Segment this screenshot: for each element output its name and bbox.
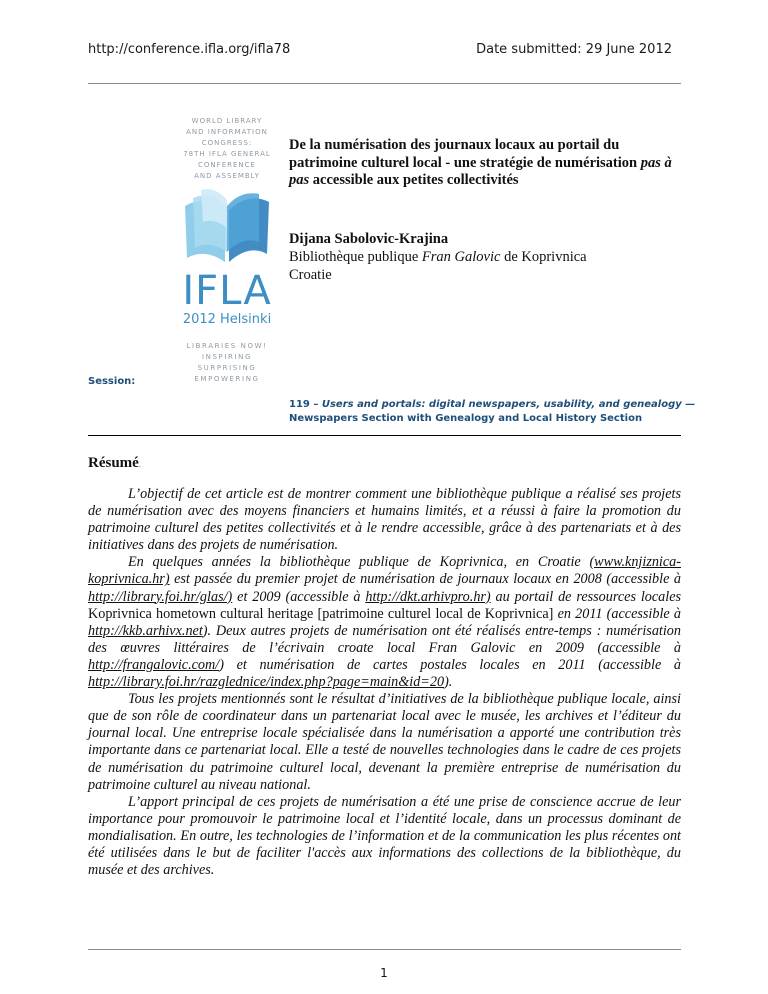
link-glas[interactable]: http://library.foi.hr/glas/) xyxy=(88,588,233,605)
abstract-paragraph-1: L’objectif de cet article est de montrer comment une bibliothèque publique a réalisé ses projets de numérisation avec des moyens financiers et humains limités, et a réussi à faire la promotion du patrimoine culturel des petites collectivités et à le rendre accessible, grâce à des partenariats et à des initiatives dans des projets de numérisation. xyxy=(88,486,681,554)
link-knjiznica[interactable]: (www.knjiznica-koprivnica.hr) xyxy=(88,554,681,588)
link-razglednice[interactable]: http://library.foi.hr/razglednice/index.php?page=main&id=20 xyxy=(88,674,445,691)
logo-tagline: LIBRARIES NOW! INSPIRING SURPRISING EMPOWERING xyxy=(186,342,268,383)
page-number: 1 xyxy=(380,966,388,980)
session-label: Session: xyxy=(88,376,136,387)
header-url: http://conference.ifla.org/ifla78 xyxy=(88,42,291,57)
abstract-paragraph-3: Tous les projets mentionnés sont le résultat d’initiatives de la bibliothèque publique locale, ainsi que de son rôle de coordinateur dans un partenariat local avec le musée, les archives et l’éditeur du journal local. Une entreprise locale spécialisée dans la numérisation a apporté une contribution très importante dans ce partenariat local. Elle a testé de nouvelles technologies dans le cadre de ces projets de numérisation du patrimoine culturel local, devenant la première entreprise de numérisation du patrimoine culturel au niveau national. xyxy=(88,691,681,793)
title-italic: pas à pas xyxy=(289,154,672,188)
logo-year-city: 2012 Helsinki xyxy=(182,312,272,327)
ifla-logo xyxy=(172,116,282,385)
section-divider xyxy=(88,435,681,436)
author-block xyxy=(289,230,689,284)
abstract-paragraph-2: En quelques années la bibliothèque publique de Koprivnica, en Croatie (www.knjiznica-koprivnica.hr) est passée du premier projet de numérisation de journaux locaux en 2008 (accessible à http://library.foi.hr/glas/) et 2009 (accessible à http://dkt.arhivpro.hr) au portail de ressources locales Koprivnica hometown cultural heritage [patrimoine culturel local de Koprivnica] en 2011 (accessible à http://kkb.arhivx.net). Deux autres projets de numérisation ont été réalisés entre-temps : numérisation des œuvres littéraires de l’écrivain croate local Fran Galovic en 2009 (accessible à http://frangalovic.com/) et numérisation de cartes postales locales en 2011 (accessible à http://library.foi.hr/razglednice/index.php?page=main&id=20). xyxy=(88,554,682,691)
logo-congress-text: WORLD LIBRARY AND INFORMATION CONGRESS: 78TH IFLA GENERAL CONFERENCE AND ASSEMBLY xyxy=(183,117,271,180)
link-frangalovic[interactable]: http://frangalovic.com/ xyxy=(88,656,220,673)
abstract xyxy=(88,486,681,879)
author-affiliation: Bibliothèque publique Fran Galovic de Koprivnica xyxy=(289,249,587,265)
open-book-icon xyxy=(179,188,275,274)
session-info: 119 – Users and portals: digital newspapers, usability, and genealogy — Newspapers Section with Genealogy and Local History Section xyxy=(289,399,696,424)
paper-title: De la numérisation des journaux locaux au portail du patrimoine culturel local - une stratégie de numérisation pas à pas accessible aux petites collectivités xyxy=(289,137,672,188)
link-dkt[interactable]: http://dkt.arhivpro.hr) xyxy=(365,588,491,605)
resume-heading: Résumé. xyxy=(88,455,142,471)
footer-divider xyxy=(88,949,681,950)
author-country: Croatie xyxy=(289,267,332,283)
link-kkb[interactable]: http://kkb.arhivx.net xyxy=(88,622,203,639)
header-divider xyxy=(88,83,681,84)
logo-ifla-wordmark: IFLA xyxy=(182,268,272,314)
abstract-paragraph-4: L’apport principal de ces projets de numérisation a été une prise de conscience accrue de leur importance pour promouvoir le patrimoine local et l’identité locale, dans un processus dominant de mondialisation. En outre, les technologies de l’information et de la communication les plus récentes ont été utilisées dans le but de faciliter l'accès aux informations des collections de la bibliothèque, du musée et des archives. xyxy=(88,793,681,879)
header-date-submitted: Date submitted: 29 June 2012 xyxy=(476,42,672,57)
author-name: Dijana Sabolovic-Krajina xyxy=(289,231,449,247)
